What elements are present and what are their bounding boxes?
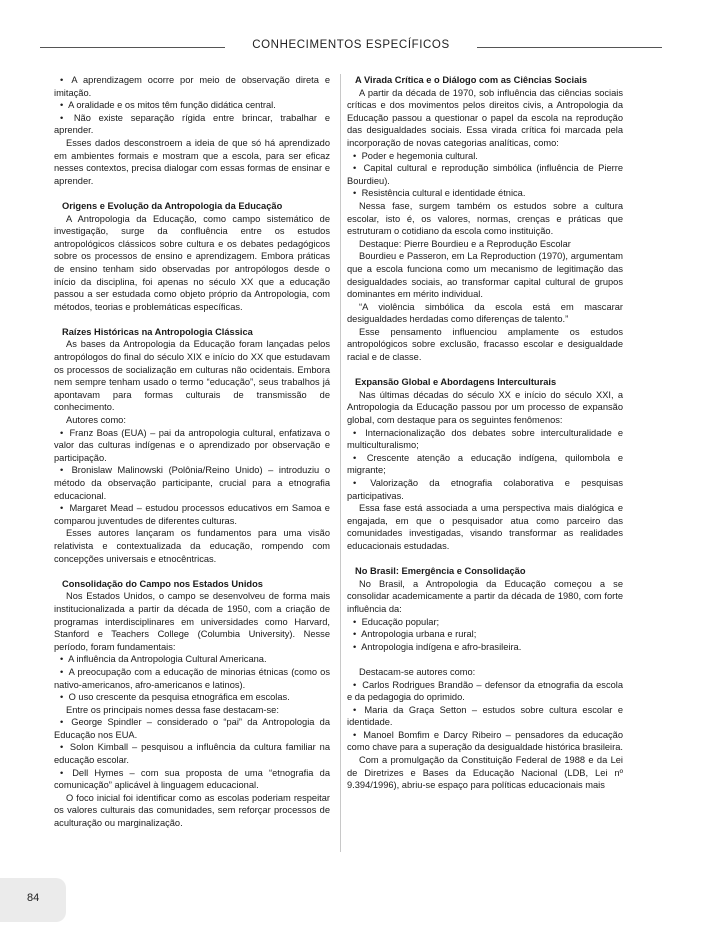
bullet-icon: • bbox=[353, 150, 357, 161]
paragraph: O foco inicial foi identificar como as escolas poderiam respeitar os valores culturais das comunidades, sem reforçar processos de aculturação ou marginalização. bbox=[54, 792, 330, 829]
paragraph-gap bbox=[347, 553, 623, 566]
bullet-item bbox=[347, 729, 623, 754]
section-heading: Expansão Global e Abordagens Interculturais bbox=[355, 377, 557, 388]
paragraph-gap bbox=[54, 187, 330, 200]
bullet-text: A aprendizagem ocorre por meio de observação direta e imitação. bbox=[54, 75, 330, 98]
bullet-item bbox=[347, 187, 623, 200]
paragraph: As bases da Antropologia da Educação foram lançadas pelos antropólogos do final do século XIX e início do XX que estudavam os processos de socialização em culturas não ocidentais. Embora nem sempre tenham usado o termo “educação”, seus trabalhos já apontavam para formas culturais de transmissão de conhecimento. bbox=[54, 339, 330, 413]
paragraph: Nessa fase, surgem também os estudos sobre a cultura escolar, isto é, os valores, normas, crenças e práticas que estruturam o cotidiano da escola como instituição. bbox=[347, 200, 623, 237]
bullet-item bbox=[54, 741, 330, 766]
paragraph: Destacam-se autores como: bbox=[359, 666, 476, 677]
bullet-item bbox=[54, 767, 330, 792]
paragraph: Esses dados desconstroem a ideia de que só há aprendizado em ambientes formais e mostram que a escola, para ser eficaz nesses contextos, precisa dialogar com essas formas de ensinar e aprender. bbox=[54, 137, 330, 186]
bullet-text: Bronislaw Malinowski (Polônia/Reino Unido) – introduziu o método da observação participante, crucial para a etnografia educacional. bbox=[54, 465, 330, 501]
bullet-text: Maria da Graça Setton – estudos sobre cultura escolar e identidade. bbox=[347, 704, 623, 728]
bullet-text: Capital cultural e reprodução simbólica (influência de Pierre Bourdieu). bbox=[347, 163, 623, 186]
bullet-icon: • bbox=[60, 742, 64, 753]
bullet-text: Crescente atenção a educação indígena, quilombola e migrante; bbox=[347, 452, 623, 476]
bullet-icon: • bbox=[353, 679, 357, 690]
paragraph-gap bbox=[54, 313, 330, 326]
bullet-icon: • bbox=[60, 75, 64, 85]
bullet-icon: • bbox=[353, 427, 357, 438]
paragraph-gap bbox=[347, 653, 623, 666]
paragraph: Esse pensamento influenciou amplamente os estudos antropológicos sobre exclusão, fracasso escolar e desigualdade racial e de classe. bbox=[347, 326, 623, 363]
bullet-item bbox=[347, 704, 623, 729]
paragraph: Entre os principais nomes dessa fase destacam-se: bbox=[66, 704, 279, 715]
paragraph: Esses autores lançaram os fundamentos para uma visão relativista e contextualizada da educação, rompendo com concepções universais e etnocêntricas. bbox=[54, 528, 330, 564]
section-heading: No Brasil: Emergência e Consolidação bbox=[355, 566, 526, 577]
bullet-icon: • bbox=[353, 729, 357, 740]
bullet-icon: • bbox=[353, 616, 357, 627]
bullet-icon: • bbox=[60, 100, 64, 111]
bullet-icon: • bbox=[353, 704, 357, 715]
header-rule-right bbox=[477, 47, 662, 48]
column-divider bbox=[340, 74, 341, 852]
bullet-item bbox=[347, 679, 623, 704]
bullet-item bbox=[347, 628, 623, 641]
bullet-item bbox=[54, 112, 330, 137]
page-number-tab bbox=[0, 878, 66, 922]
bullet-text: Poder e hegemonia cultural. bbox=[361, 150, 478, 161]
bullet-item bbox=[54, 464, 330, 502]
left-column bbox=[54, 74, 330, 830]
bullet-text: Educação popular; bbox=[361, 616, 440, 627]
bullet-text: A preocupação com a educação de minorias étnicas (como os nativo-americanos, afro-americanos e latinos). bbox=[54, 666, 330, 690]
paragraph-gap bbox=[54, 565, 330, 578]
section-heading: Consolidação do Campo nos Estados Unidos bbox=[62, 578, 263, 589]
paragraph: A Antropologia da Educação, como campo sistemático de investigação, surge da confluência entre os estudos antropológicos clássicos sobre cultura e os debates pedagógicos sobre os processos de ensino e aprendizagem. Embora práticas de ensino tenham sido observadas por antropólogos desde o início da disciplina, foi apenas no século XX que a educação passou a ser estudada como objeto próprio da Antropologia, com métodos, teorias e problemáticas específicas. bbox=[54, 213, 330, 312]
bullet-text: Não existe separação rígida entre brincar, trabalhar e aprender. bbox=[54, 112, 330, 136]
header-title: CONHECIMENTOS ESPECÍFICOS bbox=[252, 39, 450, 51]
bullet-item bbox=[54, 653, 330, 666]
bullet-item bbox=[347, 616, 623, 629]
bullet-text: Internacionalização dos debates sobre interculturalidade e multiculturalismo; bbox=[347, 427, 623, 451]
bullet-icon: • bbox=[353, 641, 357, 652]
bullet-text: George Spindler – considerado o “pai” da Antropologia da Educação nos EUA. bbox=[54, 717, 330, 740]
paragraph: “A violência simbólica da escola está em mascarar desigualdades herdadas como diferenças de talento.” bbox=[347, 301, 623, 325]
bullet-icon: • bbox=[60, 717, 64, 728]
bullet-icon: • bbox=[353, 629, 357, 640]
paragraph: Nos Estados Unidos, o campo se desenvolveu de forma mais institucionalizada a partir da década de 1950, com a criação de programas interdisciplinares em universidades como Harvard, Stanford e Teachers College (Columbia University). Nesse período, foram fundamentais: bbox=[54, 591, 330, 652]
page-header bbox=[40, 38, 662, 58]
paragraph: Nas últimas décadas do século XX e início do século XXI, a Antropologia da Educação passou por um processo de expansão global, com destaque para os seguintes fenômenos: bbox=[347, 389, 623, 426]
section-heading: A Virada Crítica e o Diálogo com as Ciências Sociais bbox=[355, 75, 587, 85]
bullet-item bbox=[347, 452, 623, 477]
paragraph: Com a promulgação da Constituição Federal de 1988 e da Lei de Diretrizes e Bases da Educação Nacional (LDB, Lei nº 9.394/1996), abriu-se espaço para políticas educacionais mais bbox=[347, 755, 623, 791]
section-heading: Origens e Evolução da Antropologia da Educação bbox=[62, 200, 283, 211]
bullet-item bbox=[54, 502, 330, 527]
bullet-item bbox=[54, 716, 330, 741]
paragraph: Destaque: Pierre Bourdieu e a Reprodução Escolar bbox=[359, 238, 571, 249]
bullet-item bbox=[347, 641, 623, 654]
bullet-icon: • bbox=[353, 478, 357, 488]
page-number: 84 bbox=[27, 892, 40, 904]
bullet-text: Dell Hymes – com sua proposta de uma “etnografia da comunicação” aplicável à linguagem educacional. bbox=[54, 767, 330, 791]
section-heading: Raízes Históricas na Antropologia Clássica bbox=[62, 326, 253, 337]
bullet-icon: • bbox=[60, 465, 64, 476]
bullet-item bbox=[54, 691, 330, 704]
paragraph: No Brasil, a Antropologia da Educação começou a se consolidar academicamente a partir da década de 1980, com forte influência da: bbox=[347, 578, 623, 614]
bullet-icon: • bbox=[60, 666, 64, 677]
right-column bbox=[347, 74, 623, 792]
bullet-icon: • bbox=[60, 503, 64, 514]
bullet-icon: • bbox=[60, 654, 64, 665]
bullet-text: Margaret Mead – estudou processos educativos em Samoa e comparou juventudes de diferentes culturas. bbox=[54, 503, 330, 526]
paragraph: A partir da década de 1970, sob influência das ciências sociais críticas e dos movimentos pelos direitos civis, a Antropologia da Educação passou a questionar o papel da escola na reprodução das desigualdades sociais. Essa virada crítica foi marcada pela incorporação de novas categorias analíticas, como: bbox=[347, 87, 623, 148]
bullet-text: Antropologia indígena e afro-brasileira. bbox=[361, 641, 522, 652]
paragraph-gap bbox=[347, 364, 623, 377]
bullet-text: Manoel Bomfim e Darcy Ribeiro – pensadores da educação como chave para a superação da desigualdade histórica brasileira. bbox=[347, 729, 623, 753]
bullet-icon: • bbox=[60, 767, 64, 778]
bullet-item bbox=[54, 99, 330, 112]
bullet-text: A oralidade e os mitos têm função didática central. bbox=[68, 100, 276, 111]
bullet-text: Antropologia urbana e rural; bbox=[361, 629, 477, 640]
bullet-item bbox=[347, 150, 623, 163]
bullet-item bbox=[347, 162, 623, 187]
paragraph: Bourdieu e Passeron, em La Reproduction (1970), argumentam que a escola funciona como um mecanismo de legitimação das desigualdades sociais, ao transformar capital cultural de grupos dominantes em mérito individual. bbox=[347, 251, 623, 300]
bullet-item bbox=[347, 477, 623, 502]
bullet-text: Franz Boas (EUA) – pai da antropologia cultural, enfatizava o valor das culturas indígenas e o aprendizado por observação e participação. bbox=[54, 427, 330, 463]
bullet-text: Resistência cultural e identidade étnica. bbox=[361, 188, 526, 199]
paragraph: Autores como: bbox=[66, 415, 126, 426]
bullet-text: A influência da Antropologia Cultural Americana. bbox=[68, 654, 267, 665]
bullet-icon: • bbox=[353, 452, 357, 463]
bullet-text: O uso crescente da pesquisa etnográfica em escolas. bbox=[68, 692, 290, 703]
bullet-icon: • bbox=[60, 692, 64, 703]
bullet-item bbox=[347, 427, 623, 452]
bullet-text: Solon Kimball – pesquisou a influência da cultura familiar na educação escolar. bbox=[54, 742, 330, 766]
bullet-item bbox=[54, 666, 330, 691]
paragraph: Essa fase está associada a uma perspectiva mais dialógica e engajada, em que o pesquisador atua como parceiro das comunidades investigadas, visando transformar as realidades educacionais estudadas. bbox=[347, 503, 623, 551]
bullet-icon: • bbox=[353, 188, 357, 199]
bullet-item bbox=[54, 74, 330, 99]
bullet-icon: • bbox=[60, 427, 64, 438]
bullet-icon: • bbox=[353, 163, 357, 174]
bullet-icon: • bbox=[60, 112, 64, 123]
bullet-item bbox=[54, 427, 330, 465]
bullet-text: Carlos Rodrigues Brandão – defensor da etnografia da escola e da pedagogia do oprimido. bbox=[347, 679, 623, 703]
bullet-text: Valorização da etnografia colaborativa e pesquisas participativas. bbox=[347, 478, 623, 501]
